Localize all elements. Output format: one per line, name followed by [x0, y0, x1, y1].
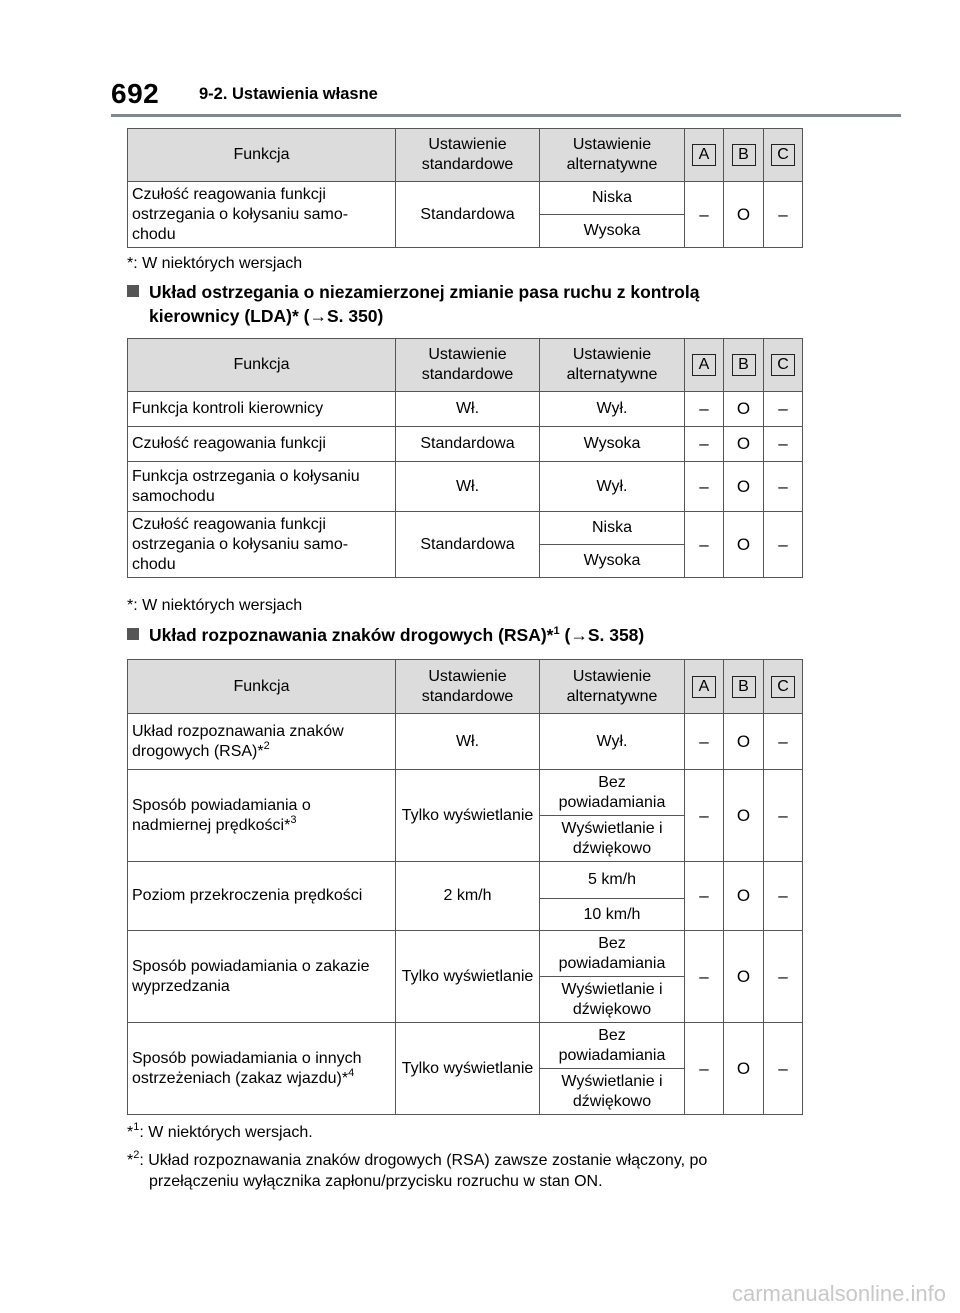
mark-a: –: [685, 182, 724, 248]
table-row: [128, 1023, 803, 1069]
table-row: [128, 462, 803, 512]
mark-a: –: [685, 512, 724, 578]
alternative-cell: Wył.: [540, 392, 685, 427]
mark-b: O: [724, 1023, 764, 1115]
standard-cell: Tylko wyświetlanie: [396, 931, 540, 1023]
table-row: [128, 770, 803, 816]
mark-b: O: [724, 427, 764, 462]
table-header-row: [128, 339, 803, 392]
table-row: [128, 427, 803, 462]
function-sup: 3: [290, 813, 297, 826]
alternative-cell: Wył.: [540, 462, 685, 512]
col-header-standard: Ustawienie standardowe: [396, 339, 540, 392]
settings-table-1: [127, 128, 803, 248]
heading-rsa: [127, 623, 644, 647]
mark-c: –: [764, 931, 803, 1023]
section-title: 9-2. Ustawienia własne: [199, 85, 378, 103]
col-header-function: Funkcja: [128, 660, 396, 714]
col-header-alternative: Ustawienie alternatywne: [540, 129, 685, 182]
col-header-c: [764, 660, 803, 714]
standard-cell: Wł.: [396, 392, 540, 427]
table-row: [128, 182, 803, 215]
heading-rsa-ref: (→S. 358): [559, 625, 645, 645]
table-row: [128, 392, 803, 427]
col-b-box: B: [732, 354, 756, 376]
mark-c: –: [764, 512, 803, 578]
function-cell: Sposób powiadamiania o zakazie wyprzedzania: [128, 931, 396, 1023]
function-text: Układ rozpoznawania znaków drogowych (RSA)*: [132, 722, 344, 760]
alternative-cell: Wyświetlanie i dźwiękowo: [540, 977, 685, 1023]
function-cell: Poziom przekroczenia prędkości: [128, 862, 396, 931]
watermark: carmanualsonline.info: [731, 1281, 946, 1306]
col-c-box: C: [771, 354, 795, 376]
alternative-cell: Niska: [540, 512, 685, 545]
standard-cell: Tylko wyświetlanie: [396, 770, 540, 862]
alternative-cell: Wył.: [540, 714, 685, 770]
function-cell: Czułość reagowania funkcji: [128, 427, 396, 462]
alternative-cell: Wysoka: [540, 427, 685, 462]
alternative-cell: Bez powiadamiania: [540, 770, 685, 816]
col-header-c: [764, 339, 803, 392]
mark-a: –: [685, 714, 724, 770]
heading-rsa-text: Układ rozpoznawania znaków drogowych (RSA)*: [149, 625, 554, 645]
col-header-a: [685, 339, 724, 392]
mark-a: –: [685, 931, 724, 1023]
heading-lda: [127, 280, 699, 328]
function-text: Sposób powiadamiania o nadmiernej prędkości*: [132, 796, 311, 834]
settings-table-3: [127, 659, 803, 1115]
footnote-text: : W niektórych wersjach.: [139, 1124, 313, 1141]
mark-b: O: [724, 714, 764, 770]
mark-c: –: [764, 714, 803, 770]
page-header: [111, 78, 901, 112]
col-header-b: [724, 129, 764, 182]
alternative-cell: Bez powiadamiania: [540, 931, 685, 977]
heading-lda-line1: Układ ostrzegania o niezamierzonej zmianie pasa ruchu z kontrolą: [149, 282, 700, 302]
mark-b: O: [724, 770, 764, 862]
alternative-cell: 5 km/h: [540, 862, 685, 899]
col-header-function: Funkcja: [128, 129, 396, 182]
function-cell: [128, 1023, 396, 1115]
heading-lda-line2: kierownicy (LDA)* (→S. 350): [149, 306, 384, 326]
alternative-cell: Bez powiadamiania: [540, 1023, 685, 1069]
table-header-row: [128, 129, 803, 182]
col-b-box: B: [732, 144, 756, 166]
footnote-1: [127, 1122, 807, 1143]
standard-cell: Wł.: [396, 462, 540, 512]
mark-a: –: [685, 427, 724, 462]
standard-cell: Standardowa: [396, 512, 540, 578]
function-cell: [128, 770, 396, 862]
function-cell: [128, 714, 396, 770]
mark-a: –: [685, 462, 724, 512]
mark-b: O: [724, 931, 764, 1023]
mark-c: –: [764, 1023, 803, 1115]
mark-a: –: [685, 1023, 724, 1115]
mark-a: –: [685, 392, 724, 427]
col-a-box: A: [692, 354, 716, 376]
col-header-a: [685, 129, 724, 182]
alternative-cell: Wysoka: [540, 215, 685, 248]
function-sup: 4: [348, 1066, 355, 1079]
footnote-text: : Układ rozpoznawania znaków drogowych (RSA) zawsze zostanie włączony, po: [139, 1152, 708, 1169]
function-cell: Funkcja ostrzegania o kołysaniu samochodu: [128, 462, 396, 512]
col-c-box: C: [771, 676, 795, 698]
col-header-function: Funkcja: [128, 339, 396, 392]
footnote-sup: 2: [133, 1149, 140, 1161]
col-header-b: [724, 339, 764, 392]
mark-c: –: [764, 862, 803, 931]
function-text: Sposób powiadamiania o innych ostrzeżeniach (zakaz wjazdu)*: [132, 1049, 362, 1087]
standard-cell: Wł.: [396, 714, 540, 770]
table-row: [128, 862, 803, 899]
alternative-cell: 10 km/h: [540, 899, 685, 931]
col-header-c: [764, 129, 803, 182]
header-rule: [111, 114, 901, 117]
alternative-cell: Wyświetlanie i dźwiękowo: [540, 1069, 685, 1115]
footnote-text-cont: przełączeniu wyłącznika zapłonu/przycisku rozruchu w stan ON.: [149, 1173, 603, 1190]
function-cell: Czułość reagowania funkcji ostrzegania o kołysaniu samo-chodu: [128, 182, 396, 248]
alternative-cell: Niska: [540, 182, 685, 215]
function-sup: 2: [263, 739, 270, 752]
bullet-square-icon: [127, 628, 139, 640]
mark-c: –: [764, 427, 803, 462]
note-1: *: W niektórych wersjach: [127, 255, 303, 272]
function-cell: Funkcja kontroli kierownicy: [128, 392, 396, 427]
standard-cell: Standardowa: [396, 182, 540, 248]
standard-cell: Tylko wyświetlanie: [396, 1023, 540, 1115]
mark-c: –: [764, 462, 803, 512]
col-a-box: A: [692, 144, 716, 166]
table-row: [128, 714, 803, 770]
mark-a: –: [685, 862, 724, 931]
col-header-a: [685, 660, 724, 714]
mark-b: O: [724, 392, 764, 427]
col-c-box: C: [771, 144, 795, 166]
col-header-b: [724, 660, 764, 714]
col-a-box: A: [692, 676, 716, 698]
footnote-2: [127, 1150, 807, 1192]
col-header-standard: Ustawienie standardowe: [396, 129, 540, 182]
mark-b: O: [724, 862, 764, 931]
footnote-mark: *: [127, 1152, 134, 1169]
table-row: [128, 512, 803, 545]
function-cell: Czułość reagowania funkcji ostrzegania o kołysaniu samo-chodu: [128, 512, 396, 578]
settings-table-2: [127, 338, 803, 578]
mark-c: –: [764, 392, 803, 427]
table-row: [128, 931, 803, 977]
col-header-alternative: Ustawienie alternatywne: [540, 660, 685, 714]
page-number: 692: [111, 78, 160, 109]
col-header-alternative: Ustawienie alternatywne: [540, 339, 685, 392]
mark-b: O: [724, 512, 764, 578]
note-2: *: W niektórych wersjach: [127, 597, 303, 614]
footnote-sup: 1: [133, 1121, 140, 1133]
table-header-row: [128, 660, 803, 714]
mark-c: –: [764, 182, 803, 248]
mark-b: O: [724, 462, 764, 512]
footnote-mark: *: [127, 1124, 134, 1141]
standard-cell: 2 km/h: [396, 862, 540, 931]
mark-c: –: [764, 770, 803, 862]
standard-cell: Standardowa: [396, 427, 540, 462]
alternative-cell: Wyświetlanie i dźwiękowo: [540, 816, 685, 862]
heading-rsa-sup: 1: [553, 625, 560, 637]
col-b-box: B: [732, 676, 756, 698]
alternative-cell: Wysoka: [540, 545, 685, 578]
mark-a: –: [685, 770, 724, 862]
col-header-standard: Ustawienie standardowe: [396, 660, 540, 714]
bullet-square-icon: [127, 285, 139, 297]
mark-b: O: [724, 182, 764, 248]
